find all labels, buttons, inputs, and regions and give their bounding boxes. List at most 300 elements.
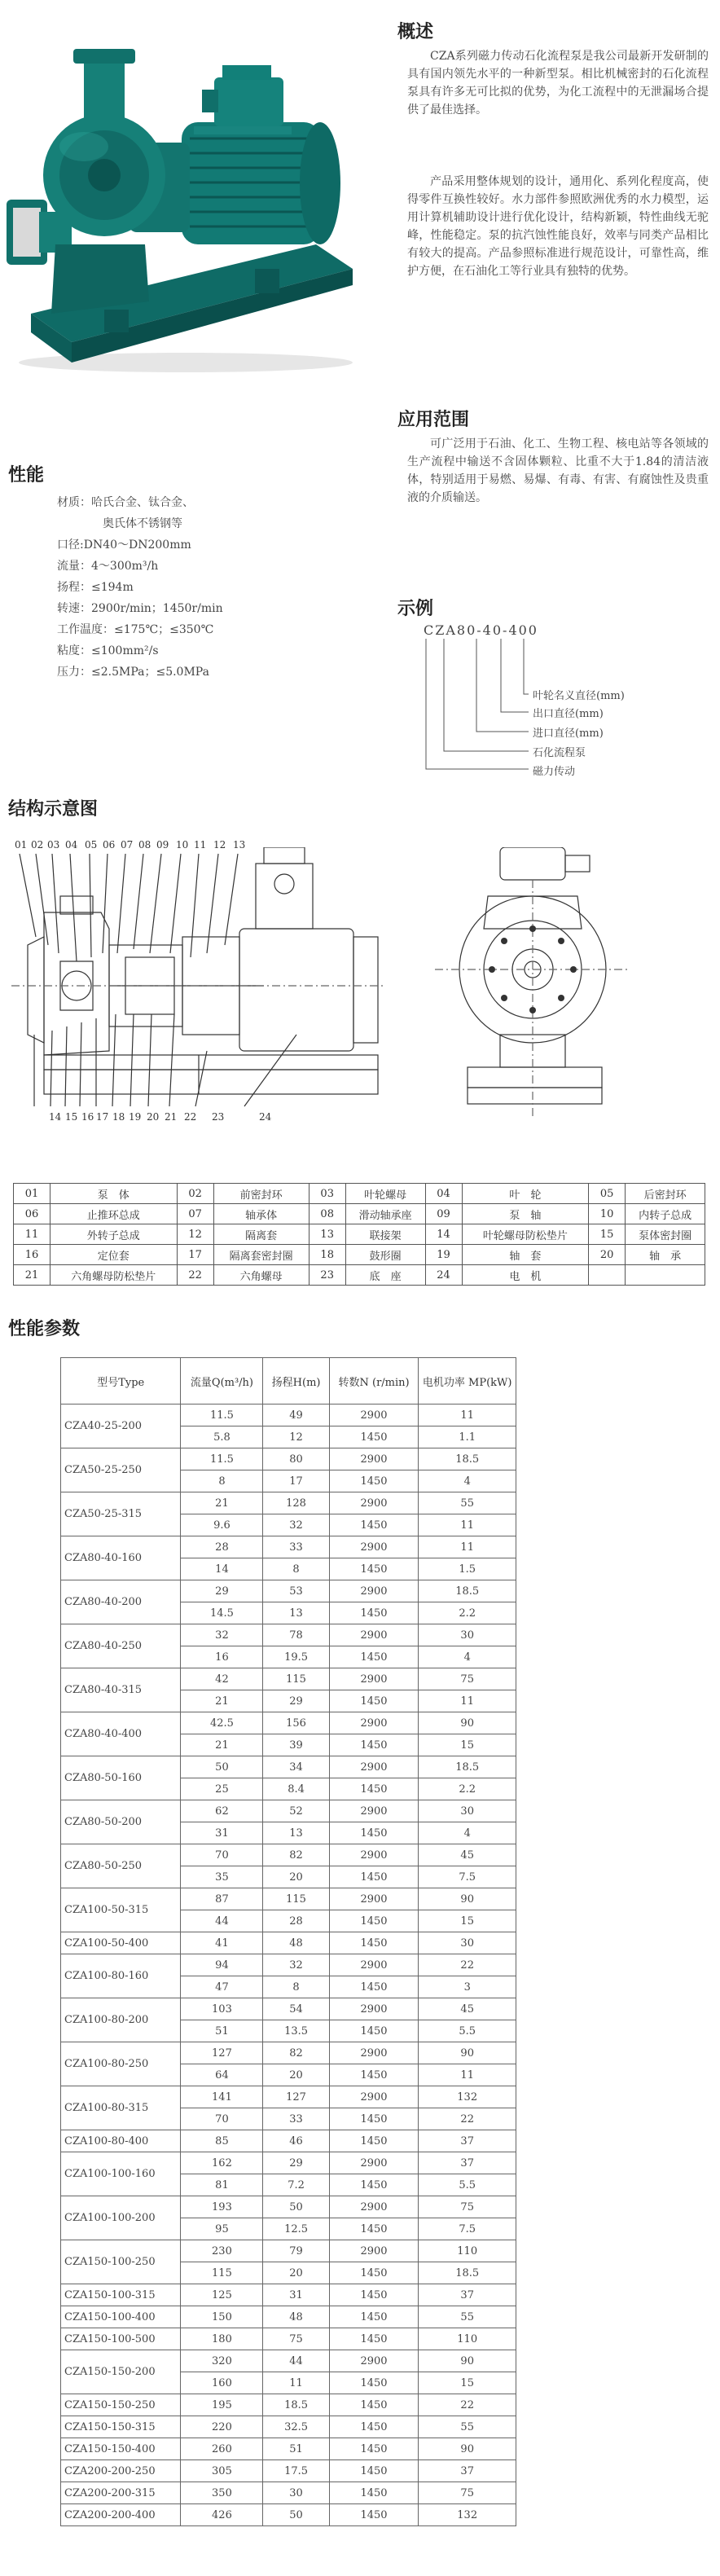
flow-cell: 29: [181, 1580, 263, 1602]
table-row: [61, 1536, 516, 1558]
speed-cell: 1450: [329, 1976, 419, 1998]
overview-paragraph-1: CZA系列磁力传动石化流程泵是我公司最新开发研制的具有国内领先水平的一种新型泵。相比机械密封的石化流程泵具有许多无可比拟的优势，为化工流程中的无泄漏场合提供了最佳选择。: [407, 50, 709, 116]
head-cell: 32: [263, 1514, 329, 1536]
head-cell: 44: [263, 2350, 329, 2372]
flow-cell: 195: [181, 2394, 263, 2416]
flow-cell: 21: [181, 1690, 263, 1712]
speed-cell: 2900: [329, 2196, 419, 2218]
example-heading: 示例: [397, 599, 434, 619]
power-cell: 37: [419, 2130, 516, 2152]
head-cell: 39: [263, 1734, 329, 1756]
speed-cell: 1450: [329, 1470, 419, 1492]
model-cell: CZA80-50-160: [61, 1756, 181, 1800]
part-number: 19: [129, 1111, 142, 1123]
flow-cell: 16: [181, 1646, 263, 1668]
flow-cell: 160: [181, 2372, 263, 2394]
head-cell: 54: [263, 1998, 329, 2020]
application-paragraph: 可广泛用于石油、化工、生物工程、核电站等各领域的生产流程中输送不含固体颗粒、比重不大于1.84的清洁液体，特别适用于易燃、易爆、有毒、有害、有腐蚀性及贵重液的介质输送。: [407, 437, 709, 504]
part-number-cell: 03: [309, 1184, 345, 1204]
head-cell: 128: [263, 1492, 329, 1514]
perf-params-heading: 性能参数: [8, 1319, 81, 1339]
head-cell: 115: [263, 1668, 329, 1690]
speed-cell: 1450: [329, 2460, 419, 2482]
part-name-cell: 泵体密封圈: [626, 1224, 705, 1245]
part-number-cell: 01: [14, 1184, 50, 1204]
power-cell: 2.2: [419, 1778, 516, 1800]
part-number-cell: 18: [309, 1245, 345, 1265]
part-name-cell: 泵 轴: [462, 1204, 589, 1224]
model-cell: CZA200-200-400: [61, 2504, 181, 2526]
power-cell: 55: [419, 2416, 516, 2438]
head-cell: 31: [263, 2284, 329, 2306]
part-number-cell: 21: [14, 1265, 50, 1286]
pump-photo: [7, 0, 365, 383]
part-number-cell: 14: [425, 1224, 462, 1245]
table-row: [61, 1756, 516, 1778]
power-cell: 18.5: [419, 1756, 516, 1778]
col-header-flow: 流量Q(m³/h): [181, 1358, 263, 1404]
speed-cell: 2900: [329, 2152, 419, 2174]
part-number-cell: 23: [309, 1265, 345, 1286]
power-cell: 22: [419, 1954, 516, 1976]
part-number: 06: [103, 839, 116, 851]
performance-line: 扬程：≤194m: [57, 581, 134, 594]
model-cell: CZA100-80-160: [61, 1954, 181, 1998]
head-cell: 52: [263, 1800, 329, 1822]
model-cell: CZA80-50-250: [61, 1844, 181, 1888]
part-number-cell: 12: [177, 1224, 213, 1245]
flow-cell: 103: [181, 1998, 263, 2020]
power-cell: 3: [419, 1976, 516, 1998]
power-cell: 90: [419, 1888, 516, 1910]
performance-line: 转速：2900r/min；1450r/min: [57, 602, 223, 615]
speed-cell: 2900: [329, 1756, 419, 1778]
speed-cell: 1450: [329, 2504, 419, 2526]
power-cell: 37: [419, 2152, 516, 2174]
parts-row: [14, 1184, 705, 1204]
overview-heading: 概述: [397, 22, 434, 42]
flow-cell: 85: [181, 2130, 263, 2152]
speed-cell: 1450: [329, 1426, 419, 1448]
flow-cell: 87: [181, 1888, 263, 1910]
flow-cell: 141: [181, 2086, 263, 2108]
power-cell: 5.5: [419, 2020, 516, 2042]
table-row: [61, 1954, 516, 1976]
power-cell: 7.5: [419, 1866, 516, 1888]
table-row: [61, 2328, 516, 2350]
speed-cell: 1450: [329, 2174, 419, 2196]
flow-cell: 14.5: [181, 1602, 263, 1624]
part-name-cell: 后密封环: [626, 1184, 705, 1204]
flow-cell: 125: [181, 2284, 263, 2306]
flow-cell: 64: [181, 2064, 263, 2086]
speed-cell: 2900: [329, 1624, 419, 1646]
speed-cell: 1450: [329, 1646, 419, 1668]
table-row: [61, 2416, 516, 2438]
part-name-cell: 轴 套: [462, 1245, 589, 1265]
head-cell: 13.5: [263, 2020, 329, 2042]
part-name-cell: 止推环总成: [50, 1204, 178, 1224]
head-cell: 19.5: [263, 1646, 329, 1668]
part-number-cell: 04: [425, 1184, 462, 1204]
flow-cell: 44: [181, 1910, 263, 1932]
power-cell: 37: [419, 2284, 516, 2306]
table-row: [61, 1492, 516, 1514]
model-cell: CZA40-25-200: [61, 1404, 181, 1448]
head-cell: 34: [263, 1756, 329, 1778]
part-name-cell: 六角螺母: [213, 1265, 309, 1286]
table-row: [61, 2460, 516, 2482]
power-cell: 45: [419, 1998, 516, 2020]
parts-row: [14, 1265, 705, 1286]
model-cell: CZA150-150-400: [61, 2438, 181, 2460]
power-cell: 18.5: [419, 1580, 516, 1602]
speed-cell: 2900: [329, 1580, 419, 1602]
part-number: 12: [213, 839, 226, 851]
power-cell: 18.5: [419, 1448, 516, 1470]
power-cell: 75: [419, 2482, 516, 2504]
table-row: [61, 2086, 516, 2108]
table-row: [61, 1844, 516, 1866]
part-name-cell: 泵 体: [50, 1184, 178, 1204]
head-cell: 115: [263, 1888, 329, 1910]
head-cell: 46: [263, 2130, 329, 2152]
part-name-cell: 定位套: [50, 1245, 178, 1265]
flow-cell: 31: [181, 1822, 263, 1844]
power-cell: 11: [419, 2064, 516, 2086]
model-cell: CZA150-100-500: [61, 2328, 181, 2350]
power-cell: 5.5: [419, 2174, 516, 2196]
part-number: 21: [165, 1111, 178, 1123]
head-cell: 33: [263, 2108, 329, 2130]
head-cell: 29: [263, 1690, 329, 1712]
speed-cell: 2900: [329, 1536, 419, 1558]
speed-cell: 1450: [329, 1690, 419, 1712]
speed-cell: 2900: [329, 2086, 419, 2108]
power-cell: 11: [419, 1536, 516, 1558]
table-row: [61, 2350, 516, 2372]
performance-line: 工作温度：≤175℃；≤350℃: [57, 623, 214, 636]
head-cell: 53: [263, 1580, 329, 1602]
example-code: CZA80-40-400: [424, 622, 538, 638]
model-cell: CZA150-100-250: [61, 2240, 181, 2284]
flow-cell: 47: [181, 1976, 263, 1998]
col-header-model: 型号Type: [61, 1358, 181, 1404]
part-number-cell: 09: [425, 1204, 462, 1224]
flow-cell: 70: [181, 1844, 263, 1866]
part-name-cell: 叶轮螺母防松垫片: [462, 1224, 589, 1245]
col-header-head: 扬程H(m): [263, 1358, 329, 1404]
power-cell: 55: [419, 1492, 516, 1514]
part-name-cell: [626, 1265, 705, 1286]
head-cell: 33: [263, 1536, 329, 1558]
head-cell: 18.5: [263, 2394, 329, 2416]
part-name-cell: 轴承体: [213, 1204, 309, 1224]
power-cell: 7.5: [419, 2218, 516, 2240]
part-number: 23: [212, 1111, 225, 1123]
model-cell: CZA100-80-250: [61, 2042, 181, 2086]
head-cell: 12.5: [263, 2218, 329, 2240]
flow-cell: 193: [181, 2196, 263, 2218]
power-cell: 110: [419, 2328, 516, 2350]
part-name-cell: 底 座: [345, 1265, 425, 1286]
head-cell: 32: [263, 1954, 329, 1976]
speed-cell: 1450: [329, 2328, 419, 2350]
example-label: 石化流程泵: [533, 747, 586, 759]
head-cell: 8: [263, 1976, 329, 1998]
model-cell: CZA100-80-315: [61, 2086, 181, 2130]
table-row: [61, 2306, 516, 2328]
head-cell: 79: [263, 2240, 329, 2262]
part-number: 22: [184, 1111, 197, 1123]
part-name-cell: 滑动轴承座: [345, 1204, 425, 1224]
model-cell: CZA150-150-250: [61, 2394, 181, 2416]
flow-cell: 50: [181, 1756, 263, 1778]
head-cell: 17.5: [263, 2460, 329, 2482]
power-cell: 22: [419, 2108, 516, 2130]
table-row: [61, 2152, 516, 2174]
part-number-cell: 15: [589, 1224, 626, 1245]
speed-cell: 1450: [329, 1734, 419, 1756]
power-cell: 30: [419, 1800, 516, 1822]
power-cell: 1.5: [419, 1558, 516, 1580]
table-row: [61, 1448, 516, 1470]
power-cell: 75: [419, 2196, 516, 2218]
perf-params-table: [60, 1357, 516, 2526]
part-name-cell: 前密封环: [213, 1184, 309, 1204]
speed-cell: 1450: [329, 2306, 419, 2328]
part-number: 14: [49, 1111, 62, 1123]
part-number-cell: 08: [309, 1204, 345, 1224]
power-cell: 30: [419, 1932, 516, 1954]
power-cell: 22: [419, 2394, 516, 2416]
power-cell: 15: [419, 2372, 516, 2394]
col-header-power: 电机功率 MP(kW): [419, 1358, 516, 1404]
flow-cell: 5.8: [181, 1426, 263, 1448]
flow-cell: 127: [181, 2042, 263, 2064]
example-label: 磁力传动: [533, 766, 576, 778]
part-name-cell: 隔离套密封圈: [213, 1245, 309, 1265]
example-label: 叶轮名义直径(mm): [533, 690, 625, 702]
part-number: 03: [47, 839, 60, 851]
table-row: [61, 1712, 516, 1734]
part-number: 11: [194, 839, 207, 851]
speed-cell: 1450: [329, 2394, 419, 2416]
parts-row: [14, 1245, 705, 1265]
model-cell: CZA200-200-250: [61, 2460, 181, 2482]
head-cell: 75: [263, 2328, 329, 2350]
table-row: [61, 2196, 516, 2218]
part-number: 07: [121, 839, 134, 851]
model-cell: CZA150-100-400: [61, 2306, 181, 2328]
speed-cell: 1450: [329, 1778, 419, 1800]
head-cell: 20: [263, 2064, 329, 2086]
model-cell: CZA100-50-400: [61, 1932, 181, 1954]
part-number: 13: [233, 839, 246, 851]
head-cell: 13: [263, 1602, 329, 1624]
speed-cell: 1450: [329, 2064, 419, 2086]
flow-cell: 162: [181, 2152, 263, 2174]
flow-cell: 21: [181, 1492, 263, 1514]
col-header-speed: 转数N (r/min): [329, 1358, 419, 1404]
example-label: 进口直径(mm): [533, 728, 604, 740]
head-cell: 8.4: [263, 1778, 329, 1800]
flow-cell: 320: [181, 2350, 263, 2372]
table-row: [61, 2130, 516, 2152]
head-cell: 50: [263, 2196, 329, 2218]
performance-heading: 性能: [8, 465, 45, 486]
part-number-cell: 20: [589, 1245, 626, 1265]
flow-cell: 51: [181, 2020, 263, 2042]
power-cell: 4: [419, 1646, 516, 1668]
flow-cell: 94: [181, 1954, 263, 1976]
head-cell: 82: [263, 1844, 329, 1866]
part-name-cell: 叶 轮: [462, 1184, 589, 1204]
power-cell: 30: [419, 1624, 516, 1646]
speed-cell: 2900: [329, 2042, 419, 2064]
part-number-cell: 10: [589, 1204, 626, 1224]
performance-list: [57, 492, 350, 683]
flow-cell: 11.5: [181, 1448, 263, 1470]
model-cell: CZA100-100-200: [61, 2196, 181, 2240]
part-name-cell: 隔离套: [213, 1224, 309, 1245]
flow-cell: 180: [181, 2328, 263, 2350]
table-row: [61, 1800, 516, 1822]
power-cell: 55: [419, 2306, 516, 2328]
power-cell: 18.5: [419, 2262, 516, 2284]
model-cell: CZA100-100-160: [61, 2152, 181, 2196]
performance-line: 口径:DN40～DN200mm: [57, 538, 191, 552]
head-cell: 7.2: [263, 2174, 329, 2196]
flow-cell: 8: [181, 1470, 263, 1492]
flow-cell: 305: [181, 2460, 263, 2482]
speed-cell: 1450: [329, 1910, 419, 1932]
model-cell: CZA150-100-315: [61, 2284, 181, 2306]
head-cell: 17: [263, 1470, 329, 1492]
parts-row: [14, 1204, 705, 1224]
flow-cell: 28: [181, 1536, 263, 1558]
model-cell: CZA80-40-200: [61, 1580, 181, 1624]
part-number-cell: 07: [177, 1204, 213, 1224]
power-cell: 132: [419, 2504, 516, 2526]
model-cell: CZA150-150-315: [61, 2416, 181, 2438]
flow-cell: 32: [181, 1624, 263, 1646]
head-cell: 82: [263, 2042, 329, 2064]
part-name-cell: 叶轮螺母: [345, 1184, 425, 1204]
speed-cell: 1450: [329, 2372, 419, 2394]
table-row: [61, 1580, 516, 1602]
table-row: [61, 1998, 516, 2020]
part-name-cell: 内转子总成: [626, 1204, 705, 1224]
speed-cell: 1450: [329, 2482, 419, 2504]
part-number: 09: [156, 839, 169, 851]
part-name-cell: 联接架: [345, 1224, 425, 1245]
performance-line: 奥氏体不锈钢等: [103, 517, 182, 530]
part-number-cell: 11: [14, 1224, 50, 1245]
part-number-cell: 06: [14, 1204, 50, 1224]
part-name-cell: 鼓形圈: [345, 1245, 425, 1265]
speed-cell: 2900: [329, 1668, 419, 1690]
flow-cell: 230: [181, 2240, 263, 2262]
power-cell: 90: [419, 2438, 516, 2460]
part-number: 24: [259, 1111, 272, 1123]
part-number: 10: [176, 839, 189, 851]
flow-cell: 11.5: [181, 1404, 263, 1426]
flow-cell: 9.6: [181, 1514, 263, 1536]
head-cell: 8: [263, 1558, 329, 1580]
part-number: 02: [31, 839, 44, 851]
head-cell: 28: [263, 1910, 329, 1932]
table-row: [61, 2504, 516, 2526]
parts-table: [13, 1183, 705, 1286]
model-cell: CZA80-40-400: [61, 1712, 181, 1756]
power-cell: 11: [419, 1514, 516, 1536]
part-number-cell: 17: [177, 1245, 213, 1265]
part-number: 15: [65, 1111, 78, 1123]
head-cell: 12: [263, 1426, 329, 1448]
speed-cell: 2900: [329, 1448, 419, 1470]
model-cell: CZA80-40-160: [61, 1536, 181, 1580]
diagram-heading: 结构示意图: [8, 799, 99, 820]
part-number: 18: [112, 1111, 125, 1123]
power-cell: 1.1: [419, 1426, 516, 1448]
power-cell: 15: [419, 1910, 516, 1932]
table-row: [61, 2482, 516, 2504]
part-number: 20: [147, 1111, 160, 1123]
flow-cell: 95: [181, 2218, 263, 2240]
head-cell: 78: [263, 1624, 329, 1646]
power-cell: 4: [419, 1822, 516, 1844]
power-cell: 2.2: [419, 1602, 516, 1624]
performance-line: 粘度：≤100mm²/s: [57, 644, 159, 657]
part-number-cell: 22: [177, 1265, 213, 1286]
head-cell: 11: [263, 2372, 329, 2394]
speed-cell: 1450: [329, 1866, 419, 1888]
flow-cell: 42: [181, 1668, 263, 1690]
flow-cell: 62: [181, 1800, 263, 1822]
speed-cell: 1450: [329, 2438, 419, 2460]
part-number-cell: [589, 1265, 626, 1286]
flow-cell: 70: [181, 2108, 263, 2130]
model-cell: CZA200-200-315: [61, 2482, 181, 2504]
part-number: 16: [81, 1111, 94, 1123]
table-row: [61, 2284, 516, 2306]
head-cell: 20: [263, 2262, 329, 2284]
speed-cell: 1450: [329, 2130, 419, 2152]
flow-cell: 14: [181, 1558, 263, 1580]
part-number: 01: [15, 839, 28, 851]
example-label: 出口直径(mm): [533, 708, 604, 720]
performance-line: 材质：哈氏合金、钛合金、: [57, 496, 194, 509]
head-cell: 29: [263, 2152, 329, 2174]
flow-cell: 21: [181, 1734, 263, 1756]
speed-cell: 2900: [329, 1712, 419, 1734]
speed-cell: 2900: [329, 1492, 419, 1514]
performance-line: 压力：≤2.5MPa；≤5.0MPa: [57, 666, 209, 679]
speed-cell: 1450: [329, 2416, 419, 2438]
part-number-cell: 13: [309, 1224, 345, 1245]
flow-cell: 35: [181, 1866, 263, 1888]
table-row: [61, 1888, 516, 1910]
flow-cell: 42.5: [181, 1712, 263, 1734]
flow-cell: 25: [181, 1778, 263, 1800]
power-cell: 110: [419, 2240, 516, 2262]
parts-row: [14, 1224, 705, 1245]
head-cell: 51: [263, 2438, 329, 2460]
speed-cell: 1450: [329, 1822, 419, 1844]
part-number-cell: 24: [425, 1265, 462, 1286]
model-cell: CZA80-50-200: [61, 1800, 181, 1844]
